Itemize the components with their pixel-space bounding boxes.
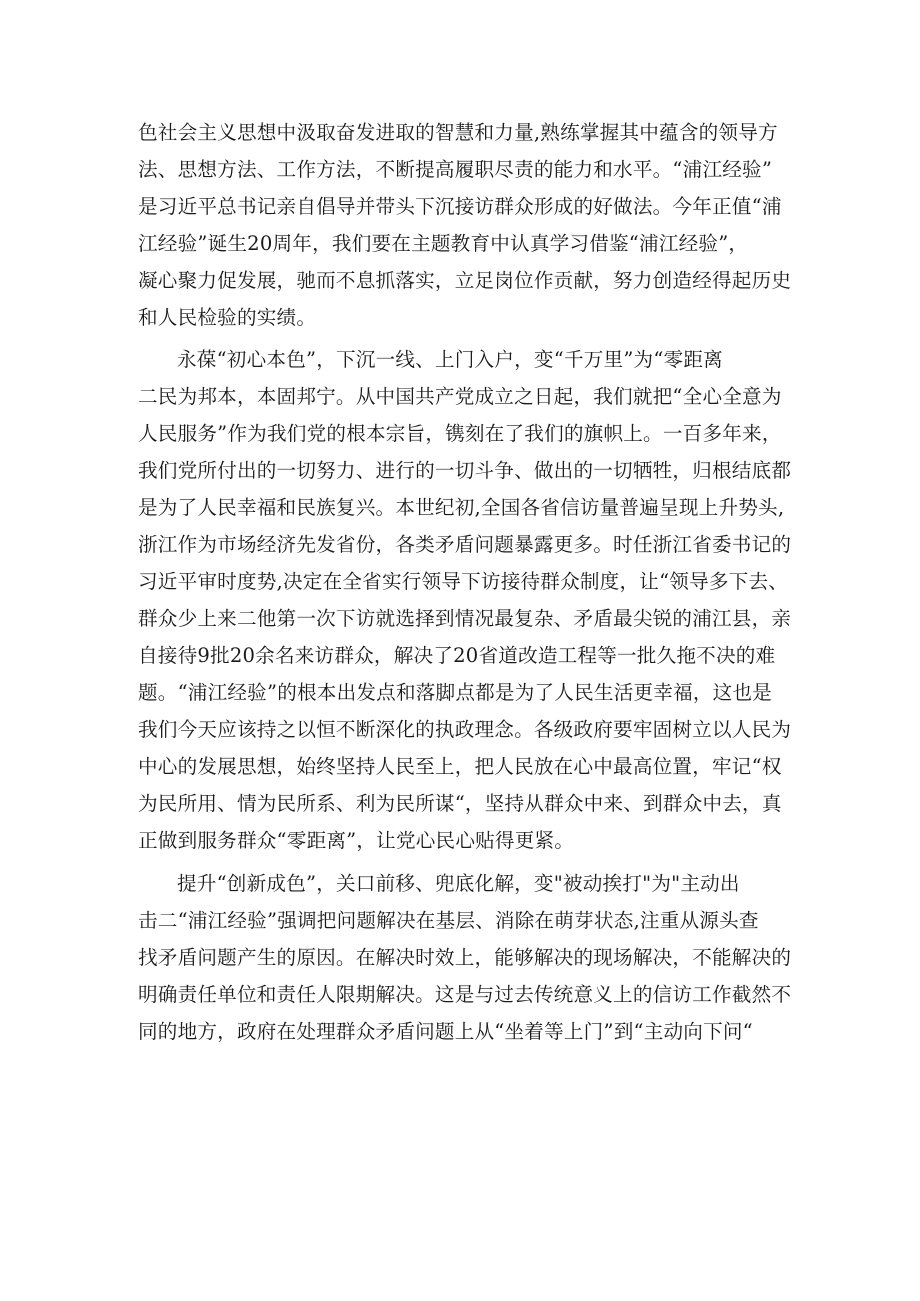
text-line: 习近平审时度势,决定在全省实行领导下访接待群众制度，让“领导多下去、: [138, 570, 789, 593]
text-line: 是习近平总书记亲自倡导并带头下沉接访群众形成的好做法。今年正值“浦: [138, 195, 782, 218]
text-line: 找矛盾问题产生的原因。在解决时效上，能够解决的现场解决，不能解决的: [138, 946, 792, 969]
text-line: 为民所用、情为民所系、利为民所谋“，坚持从群众中来、到群众中去，真: [138, 792, 782, 815]
text-line: 我们党所付出的一切努力、进行的一切斗争、做出的一切牺牲，归根结底都: [138, 459, 792, 482]
text-line: 群众少上来二他第一次下访就选择到情况最复杂、矛盾最尖锐的浦江县，亲: [138, 607, 792, 630]
text-line: 自接待9批20余名来访群众，解决了20省道改造工程等一批久拖不决的难: [138, 644, 776, 667]
text-line: 是为了人民幸福和民族复兴。本世纪初,全国各省信访量普遍呈现上升势头,: [138, 496, 785, 519]
text-line: 同的地方，政府在处理群众矛盾问题上从“坐着等上门”到“主动向下问“: [138, 1020, 753, 1043]
text-line: 江经验”诞生20周年，我们要在主题教育中认真学习借鉴“浦江经验”，: [138, 232, 749, 255]
text-line: 明确责任单位和责任人限期解决。这是与过去传统意义上的信访工作截然不: [138, 983, 792, 1006]
text-line: 正做到服务群众“零距离”，让党心民心贴得更紧。: [138, 829, 575, 852]
text-line: 色社会主义思想中汲取奋发进取的智慧和力量,熟练掌握其中蕴含的领导方: [138, 121, 778, 144]
text-line: 永葆“初心本色”，下沉一线、上门入户，变“千万里”为“零距离: [177, 348, 723, 371]
text-line: 击二“浦江经验”强调把问题解决在基层、消除在萌芽状态,注重从源头查: [138, 909, 759, 932]
text-line: 二民为邦本，本固邦宁。从中国共产党成立之日起，我们就把“全心全意为: [138, 385, 782, 408]
text-line: 中心的发展思想，始终坚持人民至上，把人民放在心中最高位置，牢记“权: [138, 755, 782, 778]
text-line: 题。“浦江经验”的根本出发点和落脚点都是为了人民生活更幸福，这也是: [138, 681, 773, 704]
text-line: 人民服务”作为我们党的根本宗旨，镌刻在了我们的旗帜上。一百多年来，: [138, 422, 782, 445]
text-line: 提升“创新成色”，关口前移、兜底化解，变"被动挨打"为"主动出: [177, 872, 740, 895]
text-line: 我们今天应该持之以恒不断深化的执政理念。各级政府要牢固树立以人民为: [138, 718, 792, 741]
text-line: 和人民检验的实绩。: [138, 306, 317, 329]
text-line: 法、思想方法、工作方法，不断提高履职尽责的能力和水平。“浦江经验”: [138, 158, 773, 181]
text-line: 浙江作为市场经济先发省份，各类矛盾问题暴露更多。时任浙江省委书记的: [138, 533, 792, 556]
text-line: 凝心聚力促发展，驰而不息抓落实，立足岗位作贡献，努力创造经得起历史: [138, 269, 792, 292]
